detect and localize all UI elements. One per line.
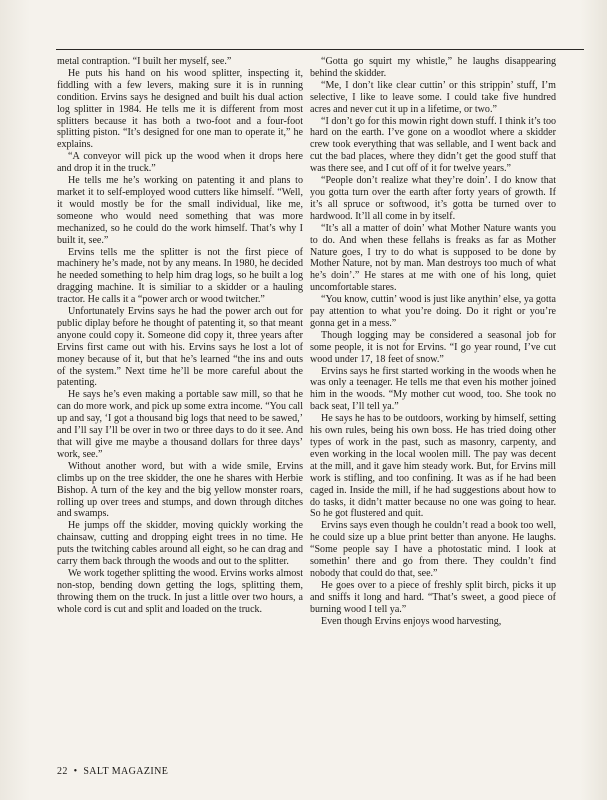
paragraph: He says he has to be outdoors, working by himself, setting his own rules, being his own boss. He has tried doing other types of work in the past, such as masonry, carpenty, and even working in the local woolen mill. The pay was decent at the mill, and it gave him steady work. But, for Ervins mill work is stifling, and too confining. It was as if he had been caged in. Inside the mill, if he had suggestions about how to do tasks, it didn’t matter because no one was going to hear. So he got flustered and quit. <box>310 413 556 520</box>
page-number: 22 <box>57 766 68 777</box>
paragraph: “Gotta go squirt my whistle,” he laughs disappearing behind the skidder. <box>310 56 556 79</box>
page-footer <box>57 766 168 777</box>
paragraph: Without another word, but with a wide smile, Ervins climbs up on the tree skidder, the one he shares with Herbie Bishop. A turn of the key and the big yellow monster roars, rolling up over trees and stumps, and down through ditches and swamps. <box>57 460 303 520</box>
footer-separator: • <box>70 766 81 777</box>
paragraph: “I don’t go for this mowin right down stuff. I think it’s too hard on the earth. I’ve gone on a woodlot where a skidder crew took everything that was sellable, and I went back and cut the bad places, where they didn’t get the good stuff that was there see, and I cut off of it for twelve years.” <box>310 115 556 175</box>
paragraph: Ervins tells me the splitter is not the first piece of machinery he’s made, not by any means. In 1980, he decided he needed something to help him drag logs, so he built a log dragging machine. It is similiar to a skidder or a hauling tractor. He calls it a “power arch or wood twitcher.” <box>57 246 303 306</box>
paragraph: “People don’t realize what they’re doin’. I do know that you gotta turn over the earth after forty years of growth. If it’s all spruce or softwood, it’s gotta be turned over to hardwood. It’ll all come in by itself. <box>310 175 556 222</box>
right-text-column <box>310 56 556 628</box>
paragraph: He puts his hand on his wood splitter, inspecting it, fiddling with a few levers, making sure it is in running condition. Ervins says he designed and built his dual action log splitter in 1984. He tells me it is different from most splitters because it has both a two-foot and a four-foot splitting piston. “It’s designed for one man to operate it,” he explains. <box>57 67 303 151</box>
paragraph: “You know, cuttin’ wood is just like anythin’ else, ya gotta pay attention to what you’re doing. Do it right or you’re gonna get in a mess.” <box>310 294 556 329</box>
publication-name: SALT MAGAZINE <box>83 766 169 777</box>
paragraph: “Me, I don’t like clear cuttin’ or this strippin’ stuff, I’m selective, I like to leave some. I could take five hundred acres and never cut it up in a lifetime, or two.” <box>310 79 556 115</box>
paragraph: We work together splitting the wood. Ervins works almost non-stop, bending down getting the logs, splitting them, throwing them on the truck. In just a little over two hours, a whole cord is cut and split and loaded on the truck. <box>57 567 303 615</box>
paragraph: Even though Ervins enjoys wood harvesting, <box>321 615 502 627</box>
paragraph: Ervins says he first started working in the woods when he was only a teenager. He tells me that even his mother joined him in the woods. “My mother cut wood, too. She took no back seat, I’ll tell ya.” <box>310 365 556 413</box>
paragraph: He tells me he’s working on patenting it and plans to market it to self-employed wood cutters like himself. “Well, it would mostly be for the small individual, like me, someone who would need something that was more mechanized, so he could do the work himself. That’s why I built it, see.” <box>57 175 303 246</box>
left-text-column <box>57 56 303 616</box>
paragraph: He says he’s even making a portable saw mill, so that he can do more work, and pick up some extra income. “You call up and say, ‘I got a thousand big logs that need to be sawed,’ and I’ll say I’ll be over in two or three days to do it see. And that will give me maybe a thousand dollars for three days’ work, see.” <box>57 389 303 460</box>
paragraph: Unfortunately Ervins says he had the power arch out for public diplay before he thought of patenting it, so that meant anyone could copy it. Someone did copy it, three years after Ervins first came out with his. Ervins says he lost a lot of money because of it, but that he’s learned “the ins and outs of the system.” Next time he’ll be more careful about the patenting. <box>57 306 303 389</box>
paragraph: Ervins says even though he couldn’t read a book too well, he could size up a blue print better than anyone. He laughs. “Some people say I have a photostatic mind. I look at somethin’ there and go from there. They couldn’t find nobody that could do that, see.” <box>310 520 556 579</box>
paragraph: metal contraption. “I built her myself, see.” <box>57 56 232 67</box>
top-rule <box>56 49 584 50</box>
paragraph: He goes over to a piece of freshly split birch, picks it up and sniffs it long and hard. “That’s sweet, a good piece of burning wood I tell ya.” <box>310 579 556 615</box>
paragraph: Though logging may be considered a seasonal job for some people, it is not for Ervins. “I go year round, I’ve cut wood under 17, 18 feet of snow.” <box>310 329 556 365</box>
paragraph: “It’s all a matter of doin’ what Mother Nature wants you to do. And when these fellahs is freaks as far as Mother Nature goes, I try to do what is supposed to be done by Mother Nature, not by man. Man destroys too much of what he’s doin’.” He stares at me with one of his long, quiet uncomfortable stares. <box>310 222 556 294</box>
paragraph: “A conveyor will pick up the wood when it drops here and drop it in the truck.” <box>57 151 303 175</box>
paragraph: He jumps off the skidder, moving quickly working the chainsaw, cutting and dropping eight trees in no time. He puts the twitching cables around all eight, so he can drag and carry them back through the woods and out to the splitter. <box>57 520 303 568</box>
